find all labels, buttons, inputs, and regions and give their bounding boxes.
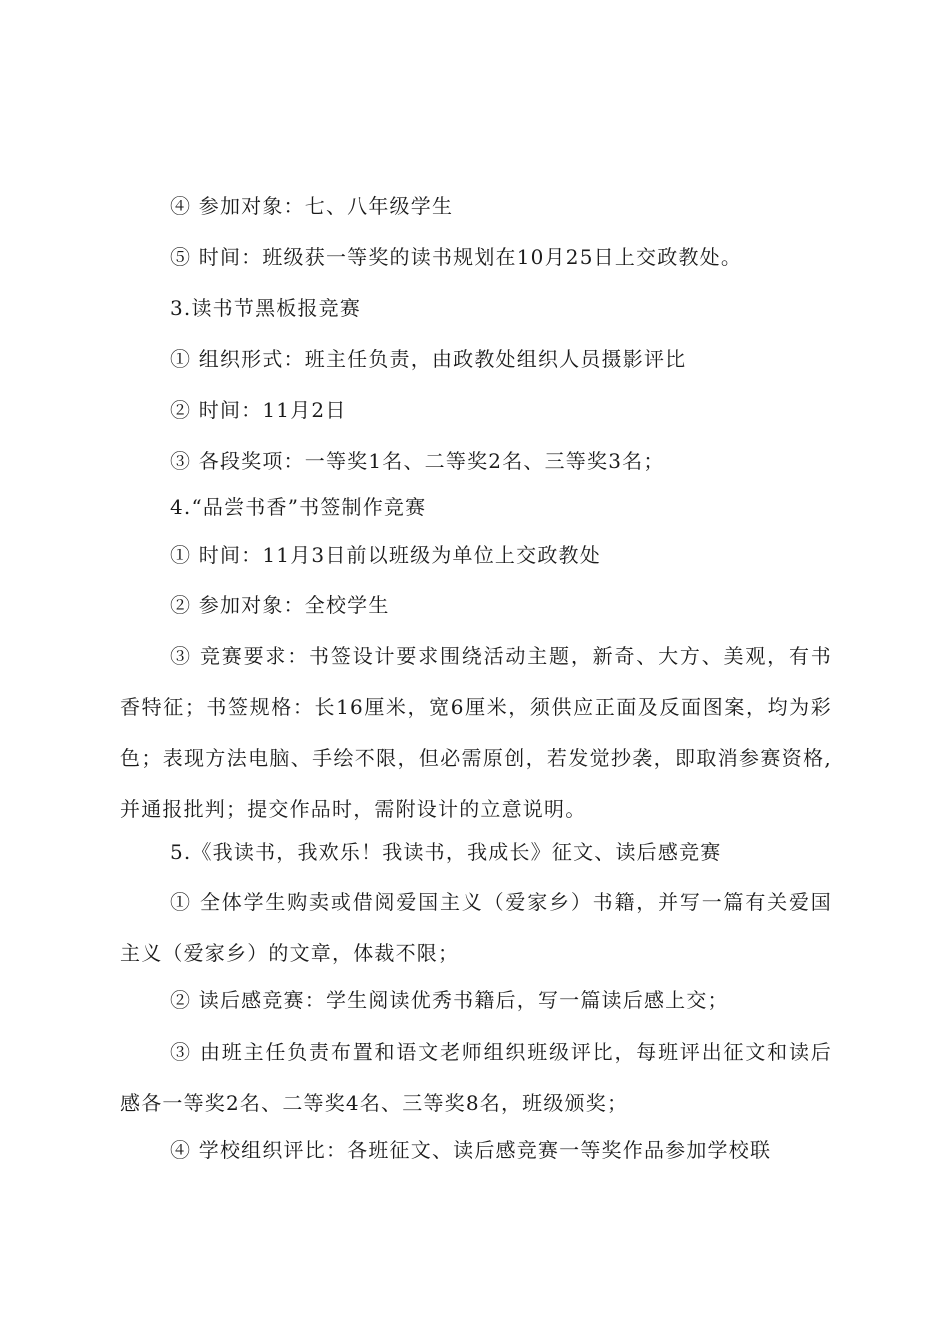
item-participants: ④ 参加对象：七、八年级学生 [170, 194, 454, 218]
item-awards: ③ 各段奖项：一等奖1名、二等奖2名、三等奖3名； [170, 449, 665, 473]
section-heading-blackboard: 3.读书节黑板报竞赛 [170, 296, 362, 320]
item-requirements: ③ 竞赛要求：书签设计要求围绕活动主题，新奇、大方、美观，有书香特征；书签规格：长16厘米，宽6厘米，须供应正面及反面图案，均为彩色；表现方法电脑、手绘不限，但必需原创，若发觉抄袭，即取消参赛资格,并通报批判；提交作品时，需附设计的立意说明。 [120, 644, 832, 821]
item-time: ① 时间：11月3日前以班级为单位上交政教处 [170, 543, 601, 567]
item-essay: ① 全体学生购卖或借阅爱国主义（爱家乡）书籍，并写一篇有关爱国主义（爱家乡）的文章，体裁不限； [120, 890, 832, 965]
item-class-judging: ③ 由班主任负责布置和语文老师组织班级评比，每班评出征文和读后感各一等奖2名、二等奖4名、三等奖8名，班级颁奖； [120, 1040, 832, 1115]
item-deadline: ⑤ 时间：班级获一等奖的读书规划在10月25日上交政教处。 [170, 245, 743, 269]
item-review: ② 读后感竞赛：学生阅读优秀书籍后，写一篇读后感上交； [170, 988, 729, 1012]
item-school-judging: ④ 学校组织评比：各班征文、读后感竞赛一等奖作品参加学校联 [170, 1138, 772, 1162]
item-organization: ① 组织形式：班主任负责，由政教处组织人员摄影评比 [170, 347, 687, 371]
item-participants: ② 参加对象：全校学生 [170, 593, 390, 617]
item-time: ② 时间：11月2日 [170, 398, 347, 422]
section-heading-bookmark: 4.“品尝书香”书签制作竞赛 [170, 495, 427, 519]
section-heading-essay: 5.《我读书，我欢乐！我读书，我成长》征文、读后感竞赛 [170, 840, 722, 864]
